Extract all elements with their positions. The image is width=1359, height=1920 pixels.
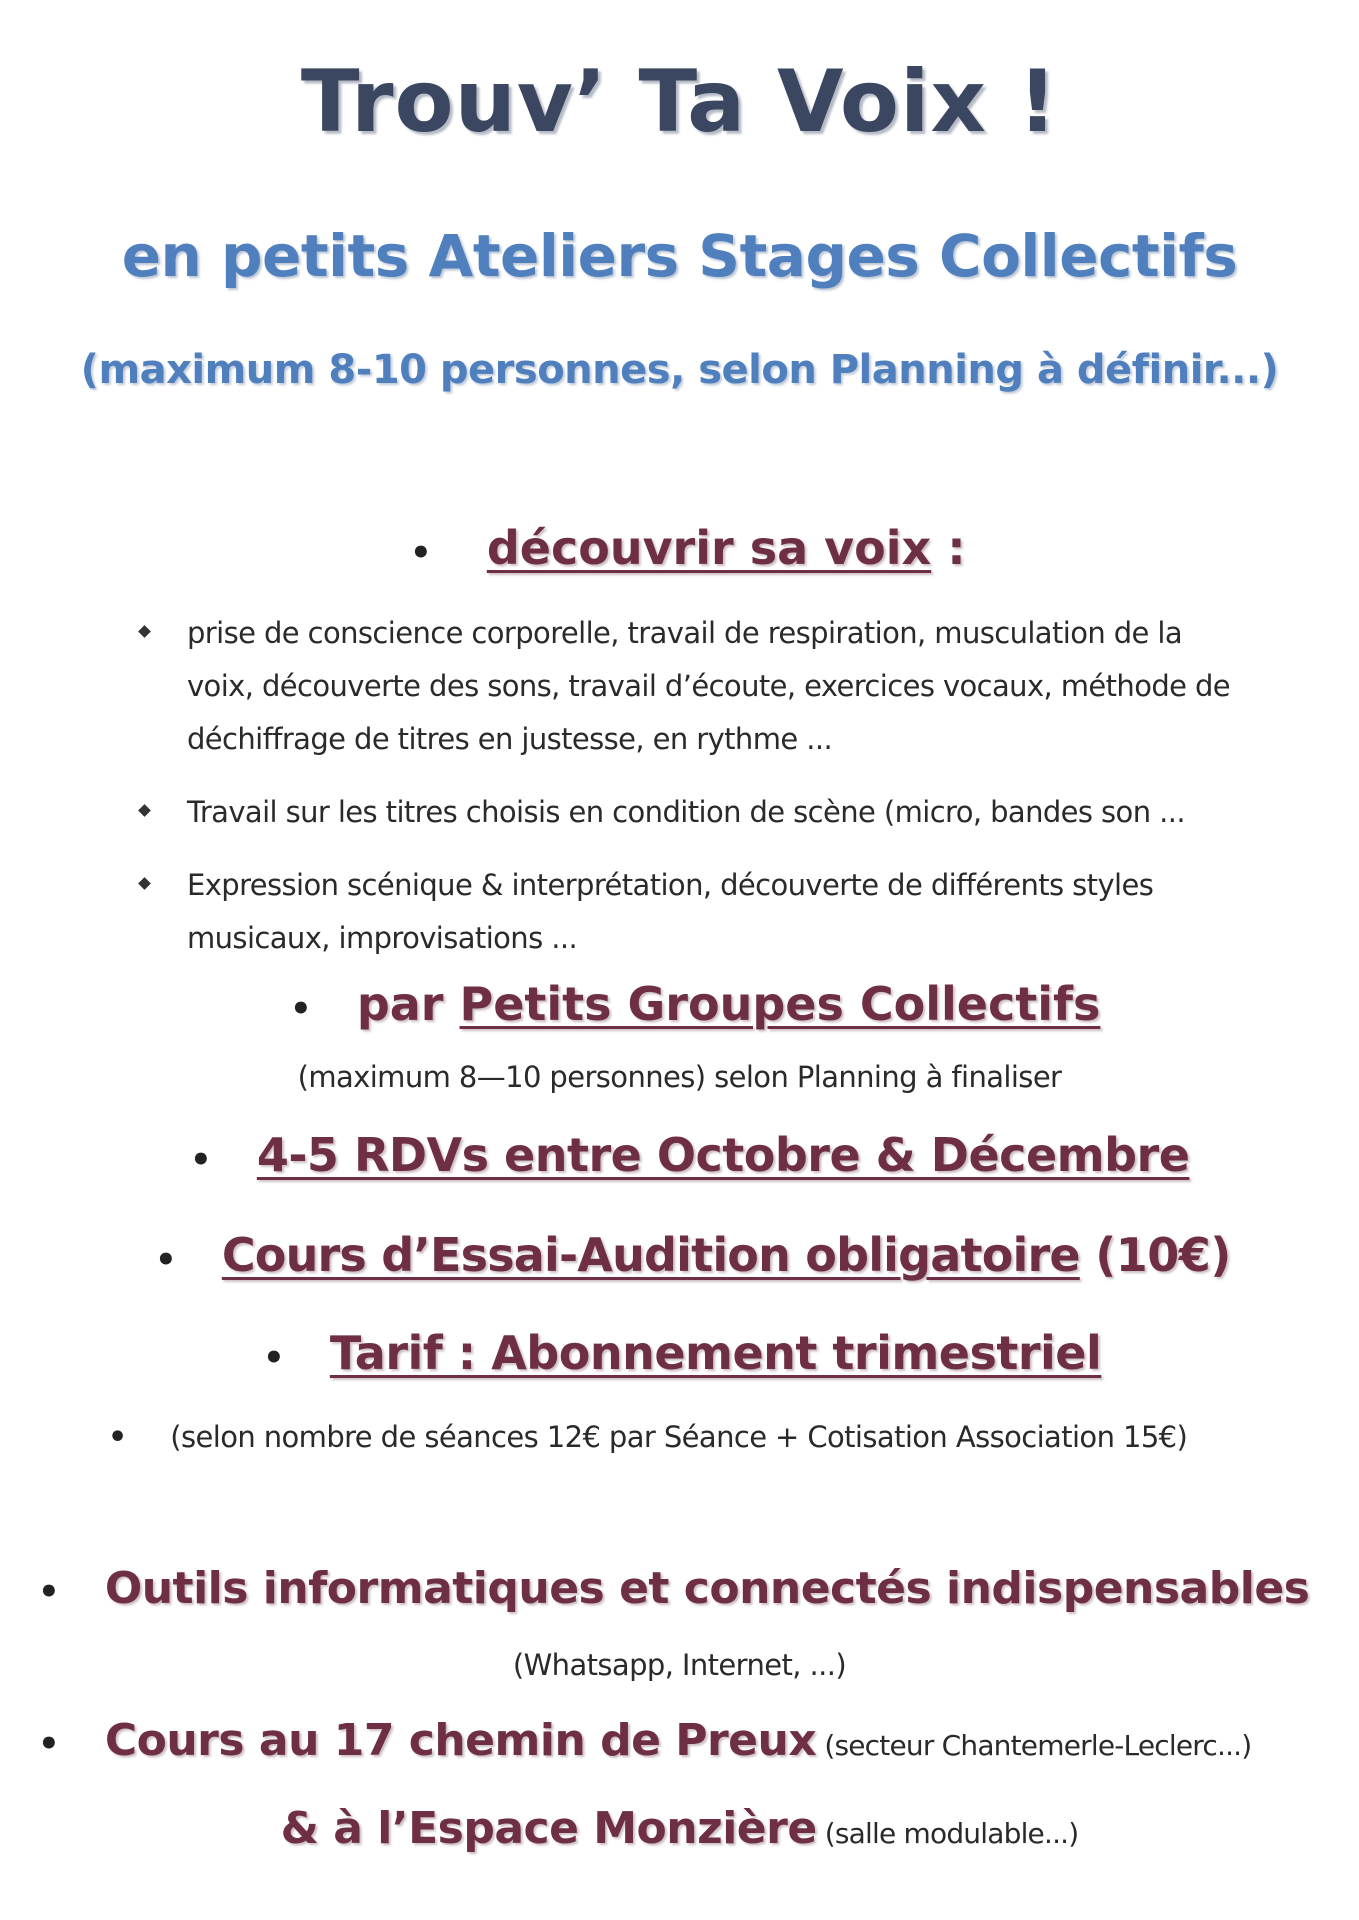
section-decouvrir-heading: découvrir sa voix	[486, 521, 932, 575]
section-lieux-note: (secteur Chantemerle-Leclerc...)	[816, 1729, 1252, 1762]
bullet-dot: •	[410, 533, 432, 573]
section-lieux-main: Cours au 17 chemin de Preux	[104, 1715, 817, 1766]
section-essai-heading: Cours d’Essai-Audition obligatoire	[221, 1228, 1080, 1282]
section-groupes-heading: Petits Groupes Collectifs	[459, 977, 1101, 1031]
bullet-dot: •	[155, 1240, 177, 1280]
list-item-text: Travail sur les titres choisis en condition de scène (micro, bandes son ...	[187, 795, 1185, 829]
list-item-text: prise de conscience corporelle, travail de respiration, musculation de la voix, découverte des sons, travail d’écoute, exercices vocaux, méthode de déchiffrage de titres en justesse, en rythme ...	[187, 616, 1231, 756]
section-decouvrir-colon: :	[931, 521, 966, 575]
section-essai	[155, 1228, 1305, 1282]
section-lieux-line2-note: (salle modulable...)	[816, 1817, 1079, 1850]
bullet-dot: •	[38, 1724, 60, 1764]
section-essai-price: (10€)	[1079, 1228, 1231, 1282]
section-groupes-prefix: par	[356, 977, 460, 1031]
bullet-dot: •	[38, 1572, 60, 1612]
diamond-bullet-icon	[138, 625, 151, 638]
section-tarif-note	[108, 1420, 1308, 1455]
section-decouvrir	[410, 521, 1310, 575]
section-decouvrir-list	[140, 607, 1260, 985]
section-lieux-line2-main: & à l’Espace Monzière	[280, 1803, 817, 1854]
subtitle: en petits Ateliers Stages Collectifs	[121, 222, 1238, 290]
page-title: Trouv’ Ta Voix !	[300, 52, 1059, 152]
section-outils-note: (Whatsapp, Internet, ...)	[512, 1648, 847, 1682]
section-tarif-heading: Tarif : Abonnement trimestriel	[329, 1326, 1102, 1380]
section-lieux	[38, 1715, 1348, 1766]
section-groupes	[290, 977, 1290, 1031]
bullet-dot: •	[263, 1338, 285, 1378]
section-tarif-note-text: (selon nombre de séances 12€ par Séance + Cotisation Association 15€)	[170, 1420, 1188, 1454]
section-rdv-heading: 4-5 RDVs entre Octobre & Décembre	[256, 1128, 1190, 1182]
section-tarif	[263, 1326, 1313, 1380]
section-outils	[38, 1563, 1338, 1614]
bullet-dot: •	[290, 989, 312, 1029]
bullet-dot: •	[108, 1420, 128, 1455]
diamond-bullet-icon	[138, 804, 151, 817]
diamond-bullet-icon	[138, 877, 151, 890]
section-rdv	[190, 1128, 1290, 1182]
list-item	[140, 859, 1260, 965]
list-item-text: Expression scénique & interprétation, découverte de différents styles musicaux, improvisations ...	[187, 868, 1154, 955]
list-item	[140, 607, 1260, 766]
list-item	[140, 786, 1260, 839]
bullet-dot: •	[190, 1140, 212, 1180]
subtitle-note: (maximum 8-10 personnes, selon Planning à définir...)	[80, 347, 1279, 393]
section-outils-heading: Outils informatiques et connectés indispensables	[104, 1563, 1310, 1614]
section-groupes-note: (maximum 8—10 personnes) selon Planning à finaliser	[297, 1060, 1062, 1094]
section-lieux-line2	[0, 1803, 1359, 1854]
